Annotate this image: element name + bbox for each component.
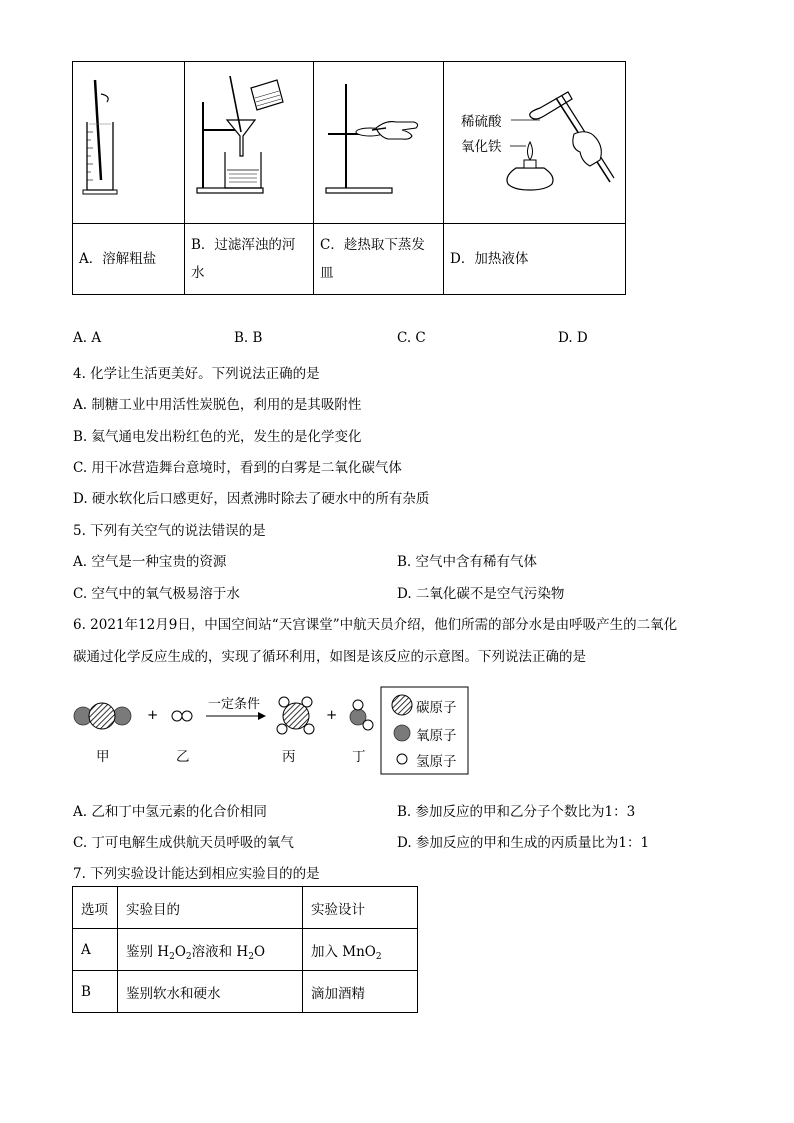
q4-option-a[interactable]: A. 制糖工业中用活性炭脱色，利用的是其吸附性 — [73, 397, 362, 413]
q4-option-d[interactable]: D. 硬水软化后口感更好，因煮沸时除去了硬水中的所有杂质 — [73, 491, 430, 507]
table-row — [73, 929, 418, 971]
row-a-design: 加入 MnO$_2$ — [303, 929, 418, 971]
caption-a: A．溶解粗盐 — [73, 224, 185, 295]
label-ding: 丁 — [352, 749, 366, 765]
experiment-table — [72, 886, 418, 1013]
caption-d: D．加热液体 — [444, 224, 626, 295]
q3-option-c[interactable]: C. C — [397, 330, 426, 346]
header-option: 选项 — [73, 887, 118, 929]
q5-stem: 5. 下列有关空气的说法错误的是 — [73, 523, 266, 539]
q5-option-c[interactable]: C. 空气中的氧气极易溶于水 — [73, 586, 240, 602]
row-a-option: A — [73, 929, 118, 971]
apparatus-table — [72, 61, 626, 295]
oxide-label: 氧化铁 — [461, 139, 502, 155]
plus-sign-2: + — [326, 707, 338, 723]
funnel-stand-icon — [185, 62, 313, 219]
reaction-condition: 一定条件 — [208, 697, 261, 712]
q6-option-c[interactable]: C. 丁可电解生成供航天员呼吸的氧气 — [73, 835, 294, 851]
acid-label: 稀硫酸 — [461, 114, 502, 130]
filtration-figure — [185, 62, 314, 224]
caption-b: B．过滤浑浊的河水 — [185, 224, 314, 295]
header-purpose: 实验目的 — [118, 887, 303, 929]
q6-option-a[interactable]: A. 乙和丁中氢元素的化合价相同 — [73, 804, 267, 820]
q3-option-b[interactable]: B. B — [234, 330, 263, 346]
row-b-purpose: 鉴别软水和硬水 — [118, 971, 303, 1013]
q6-stem-line2: 碳通过化学反应生成的，实现了循环利用，如图是该反应的示意图。下列说法正确的是 — [73, 649, 586, 665]
label-jia: 甲 — [96, 749, 110, 765]
label-bing: 丙 — [282, 749, 296, 765]
q5-option-b[interactable]: B. 空气中含有稀有气体 — [397, 554, 538, 570]
beaker-stirring-icon — [73, 62, 184, 219]
q6-option-d[interactable]: D. 参加反应的甲和生成的丙质量比为1：1 — [397, 835, 650, 851]
plus-sign-1: + — [147, 707, 159, 723]
dissolve-salt-figure — [73, 62, 185, 224]
q6-stem-line1: 6. 2021年12月9日，中国空间站“天宫课堂”中航天员介绍，他们所需的部分水是由呼吸产生的二氧化 — [73, 617, 678, 633]
caption-c: C．趁热取下蒸发皿 — [314, 224, 444, 295]
legend-oxygen: 氧原子 — [416, 728, 457, 744]
q4-option-c[interactable]: C. 用干冰营造舞台意境时，看到的白雾是二氧化碳气体 — [73, 460, 402, 476]
row-b-design: 滴加酒精 — [303, 971, 418, 1013]
q7-stem: 7. 下列实验设计能达到相应实验目的的是 — [73, 866, 320, 882]
q6-option-b[interactable]: B. 参加反应的甲和乙分子个数比为1：3 — [397, 804, 636, 820]
reaction-diagram — [70, 685, 480, 780]
legend-hydrogen: 氢原子 — [416, 754, 457, 770]
row-a-purpose: 鉴别 $H_2O_2$溶液和 $H_2O$ — [118, 929, 303, 971]
header-design: 实验设计 — [303, 887, 418, 929]
evaporating-dish-figure — [314, 62, 444, 224]
test-tube-heating-icon — [444, 62, 625, 219]
q3-option-d[interactable]: D. D — [558, 330, 588, 346]
evaporating-dish-icon — [314, 62, 443, 219]
table-row — [73, 971, 418, 1013]
label-yi: 乙 — [176, 749, 190, 765]
row-b-option: B — [73, 971, 118, 1013]
q4-stem: 4. 化学让生活更美好。下列说法正确的是 — [73, 366, 320, 382]
q3-option-a[interactable]: A. A — [73, 330, 102, 346]
q5-option-a[interactable]: A. 空气是一种宝贵的资源 — [73, 554, 227, 570]
legend-carbon: 碳原子 — [416, 700, 457, 716]
q5-option-d[interactable]: D. 二氧化碳不是空气污染物 — [397, 586, 565, 602]
heating-liquid-figure — [444, 62, 626, 224]
q4-option-b[interactable]: B. 氦气通电发出粉红色的光，发生的是化学变化 — [73, 429, 362, 445]
